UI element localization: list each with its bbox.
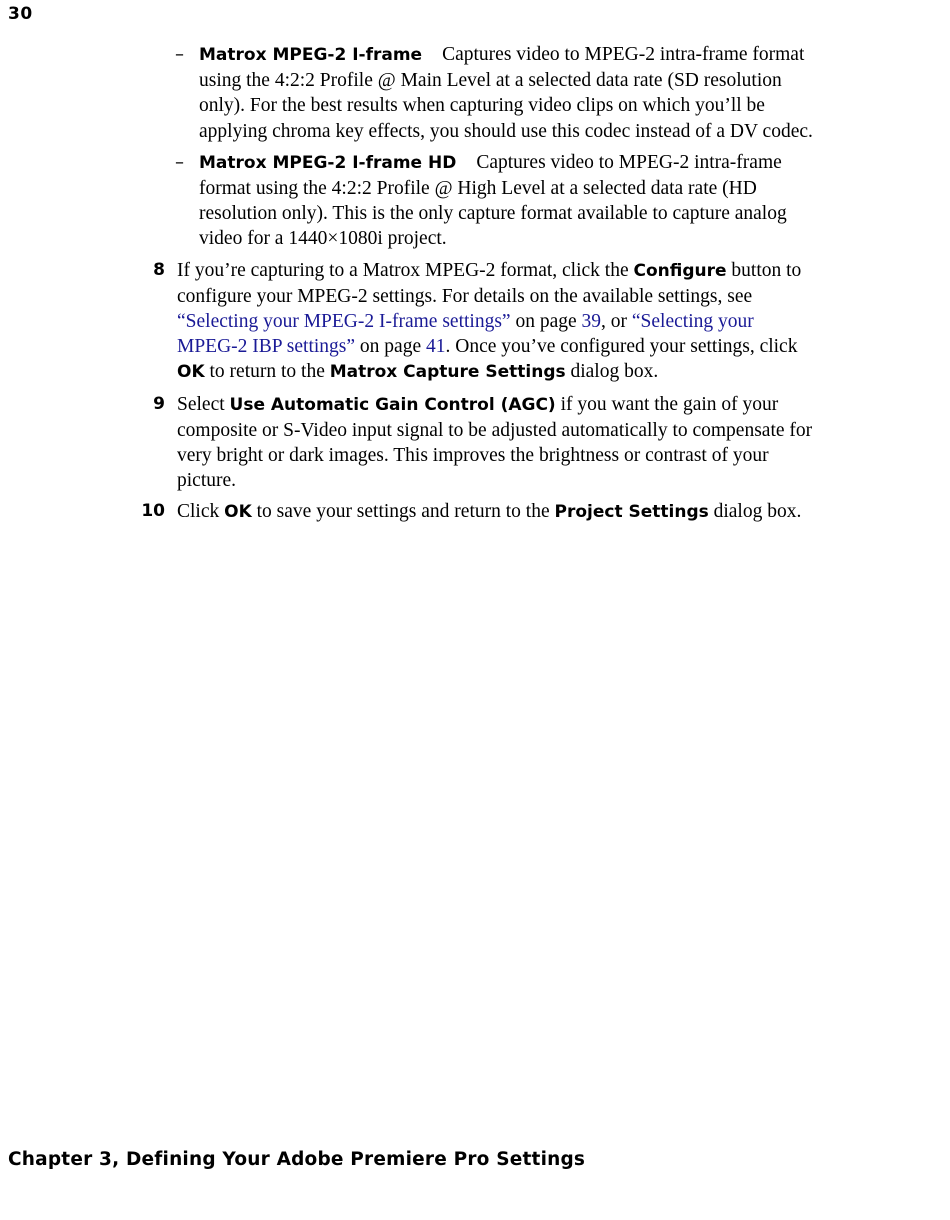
step-text: dialog box. [708, 501, 802, 523]
ui-term: Use Automatic Gain Control (AGC) [229, 394, 556, 415]
step-text: . Once you’ve configured your settings, click [445, 336, 798, 358]
term-description: Captures video to MPEG-2 intra-frame format using the 4:2:2 Profile @ High Level at a selected data rate (HD resolution only). This is the only capture format available to capture analog video for a 1440×1080i project. [199, 151, 787, 250]
term-description: Captures video to MPEG-2 intra-frame format using the 4:2:2 Profile @ Main Level at a selected data rate (SD resolution only). For the best results when capturing video clips on which you’ll be applying chroma key effects, you should use this codec instead of a DV codec. [199, 44, 813, 142]
cross-reference-link[interactable]: “Selecting your MPEG-2 IBP settings” [177, 311, 754, 358]
page-footer: Chapter 3, Defining Your Adobe Premiere Pro Settings [8, 1149, 586, 1170]
step-9 [153, 392, 813, 494]
term-label: Matrox MPEG-2 I-frame HD [199, 152, 457, 173]
page-content [0, 42, 950, 532]
step-text: Select [177, 393, 230, 415]
step-text: on page [510, 311, 582, 333]
ui-term: OK [177, 362, 205, 383]
ui-term: Matrox Capture Settings [329, 362, 566, 383]
page-link[interactable]: 41 [425, 336, 446, 358]
ui-term: Project Settings [554, 502, 709, 523]
step-text: dialog box. [565, 361, 659, 383]
ui-term: Configure [633, 260, 727, 281]
list-item [175, 42, 813, 144]
page-number: 30 [8, 4, 33, 24]
list-item [175, 150, 813, 252]
step-text: button to configure your MPEG-2 settings. For details on the available settings, see [177, 259, 802, 307]
step-text: Click [177, 501, 225, 523]
step-number: 9 [153, 393, 165, 414]
step-text: if you want the gain of your composite or S-Video input signal to be adjusted automatically to compensate for very bright or dark images. This improves the brightness or contrast of your picture. [177, 393, 813, 492]
dash-bullet: – [175, 44, 184, 65]
step-text: If you’re capturing to a Matrox MPEG-2 format, click the [177, 259, 634, 281]
step-text: to return to the [204, 361, 330, 383]
dash-bullet: – [175, 151, 184, 173]
term-label: Matrox MPEG-2 I-frame [199, 45, 423, 65]
step-text: , or [601, 311, 632, 333]
cross-reference-link[interactable]: “Selecting your MPEG-2 I-frame settings” [177, 311, 511, 333]
step-text: on page [355, 336, 426, 358]
step-10 [141, 499, 813, 525]
ui-term: OK [224, 502, 252, 523]
step-8 [153, 258, 813, 386]
step-number: 10 [141, 501, 165, 522]
step-number: 8 [153, 259, 165, 280]
page-link[interactable]: 39 [581, 311, 602, 333]
step-text: to save your settings and return to the [251, 501, 555, 523]
